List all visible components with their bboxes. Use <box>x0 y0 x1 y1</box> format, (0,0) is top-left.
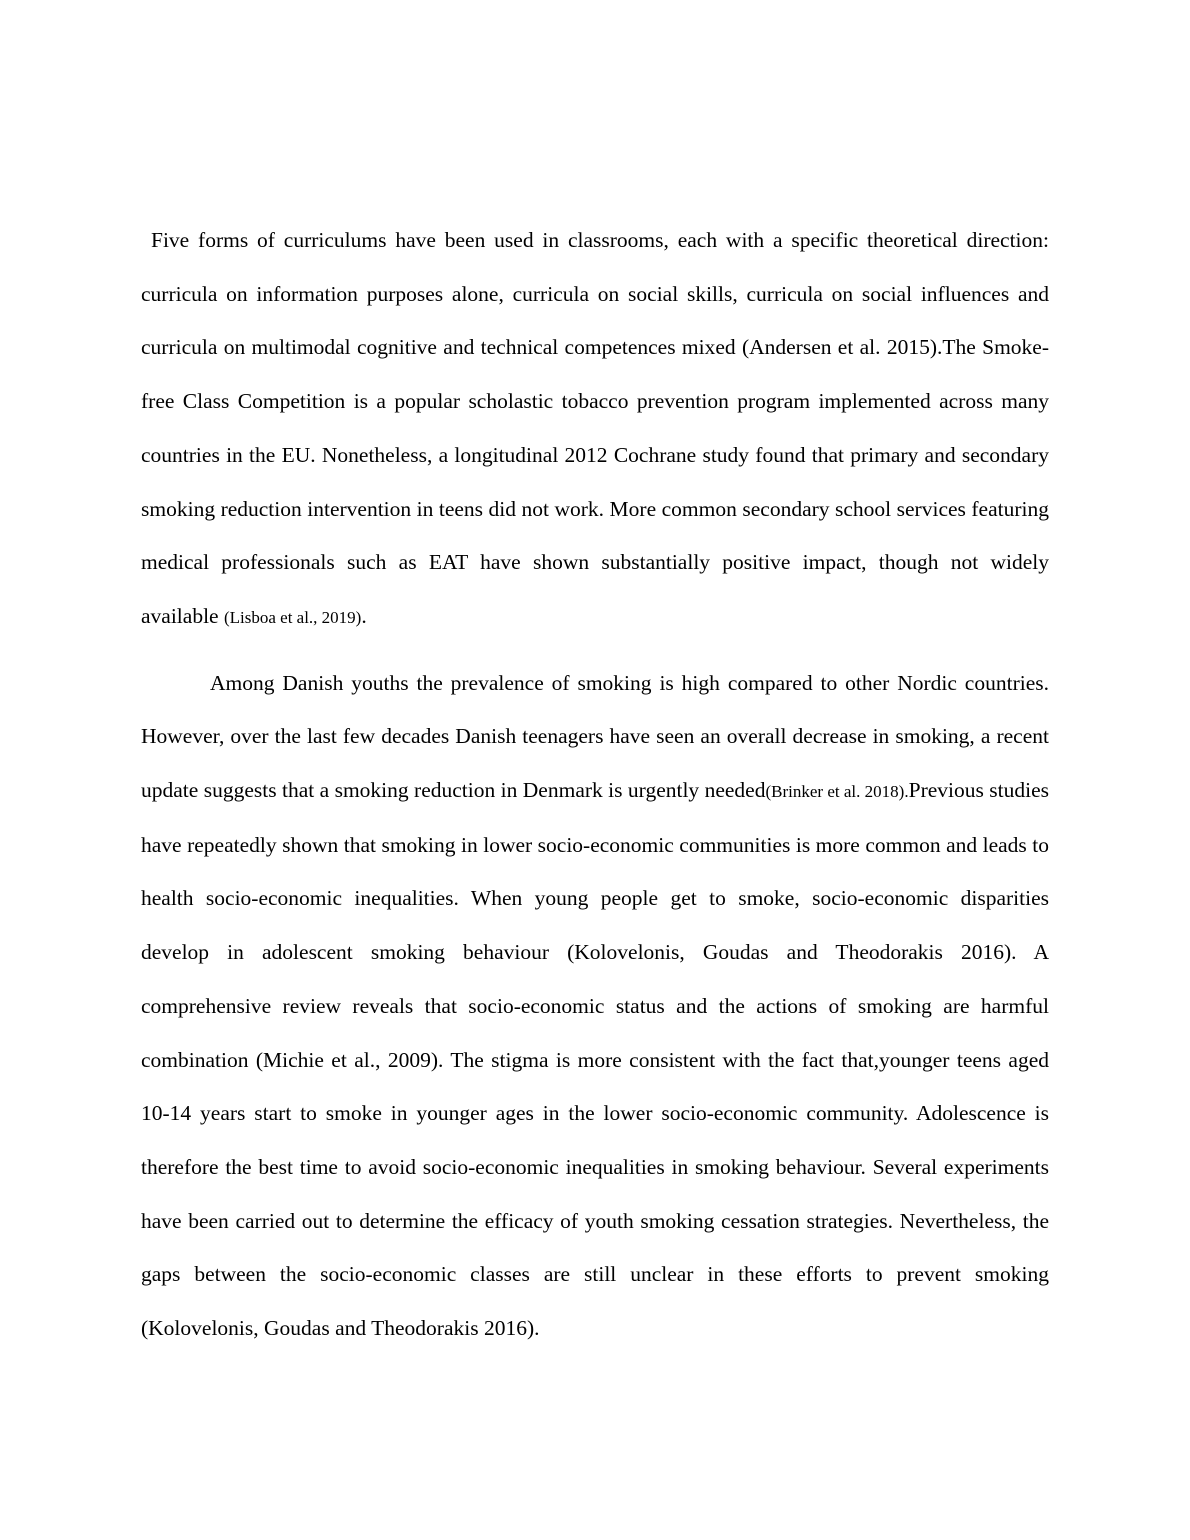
paragraph-curriculums <box>141 214 1049 645</box>
document-body <box>141 214 1049 1356</box>
paragraph-1-text: Five forms of curriculums have been used in classrooms, each with a specific theoretical direction: curricula on information purposes alone, curricula on social skills, curricula on social influences and curricula on multimodal cognitive and technical competences mixed (Andersen et al. 2015).The Smoke-free Class Competition is a popular scholastic tobacco prevention program implemented across many countries in the EU. Nonetheless, a longitudinal 2012 Cochrane study found that primary and secondary smoking reduction intervention in teens did not work. More common secondary school services featuring medical professionals such as EAT have shown substantially positive impact, though not widely available <box>141 228 1049 628</box>
citation-lisboa: (Lisboa et al., 2019) <box>223 607 362 627</box>
paragraph-2-rest: Previous studies have repeatedly shown that smoking in lower socio-economic communities is more common and leads to health socio-economic inequalities. When young people get to smoke, socio-economic disparities develop in adolescent smoking behaviour (Kolovelonis, Goudas and Theodorakis 2016). A comprehensive review reveals that socio-economic status and the actions of smoking are harmful combination (Michie et al., 2009). The stigma is more consistent with the fact that,younger teens aged 10-14 years start to smoke in younger ages in the lower socio-economic community. Adolescence is therefore the best time to avoid socio-economic inequalities in smoking behaviour. Several experiments have been carried out to determine the efficacy of youth smoking cessation strategies. Nevertheless, the gaps between the socio-economic classes are still unclear in these efforts to prevent smoking (Kolovelonis, Goudas and Theodorakis 2016). <box>141 778 1049 1341</box>
citation-brinker: (Brinker et al. 2018). <box>765 782 909 802</box>
paragraph-danish-youths <box>141 657 1049 1356</box>
paragraph-2-text: Among Danish youths the prevalence of smoking is high compared to other Nordic countries. However, over the last few decades Danish teenagers have seen an overall decrease in smoking, a recent update suggests that a smoking reduction in Denmark is urgently needed <box>141 670 1049 803</box>
paragraph-1-end: . <box>361 603 367 628</box>
